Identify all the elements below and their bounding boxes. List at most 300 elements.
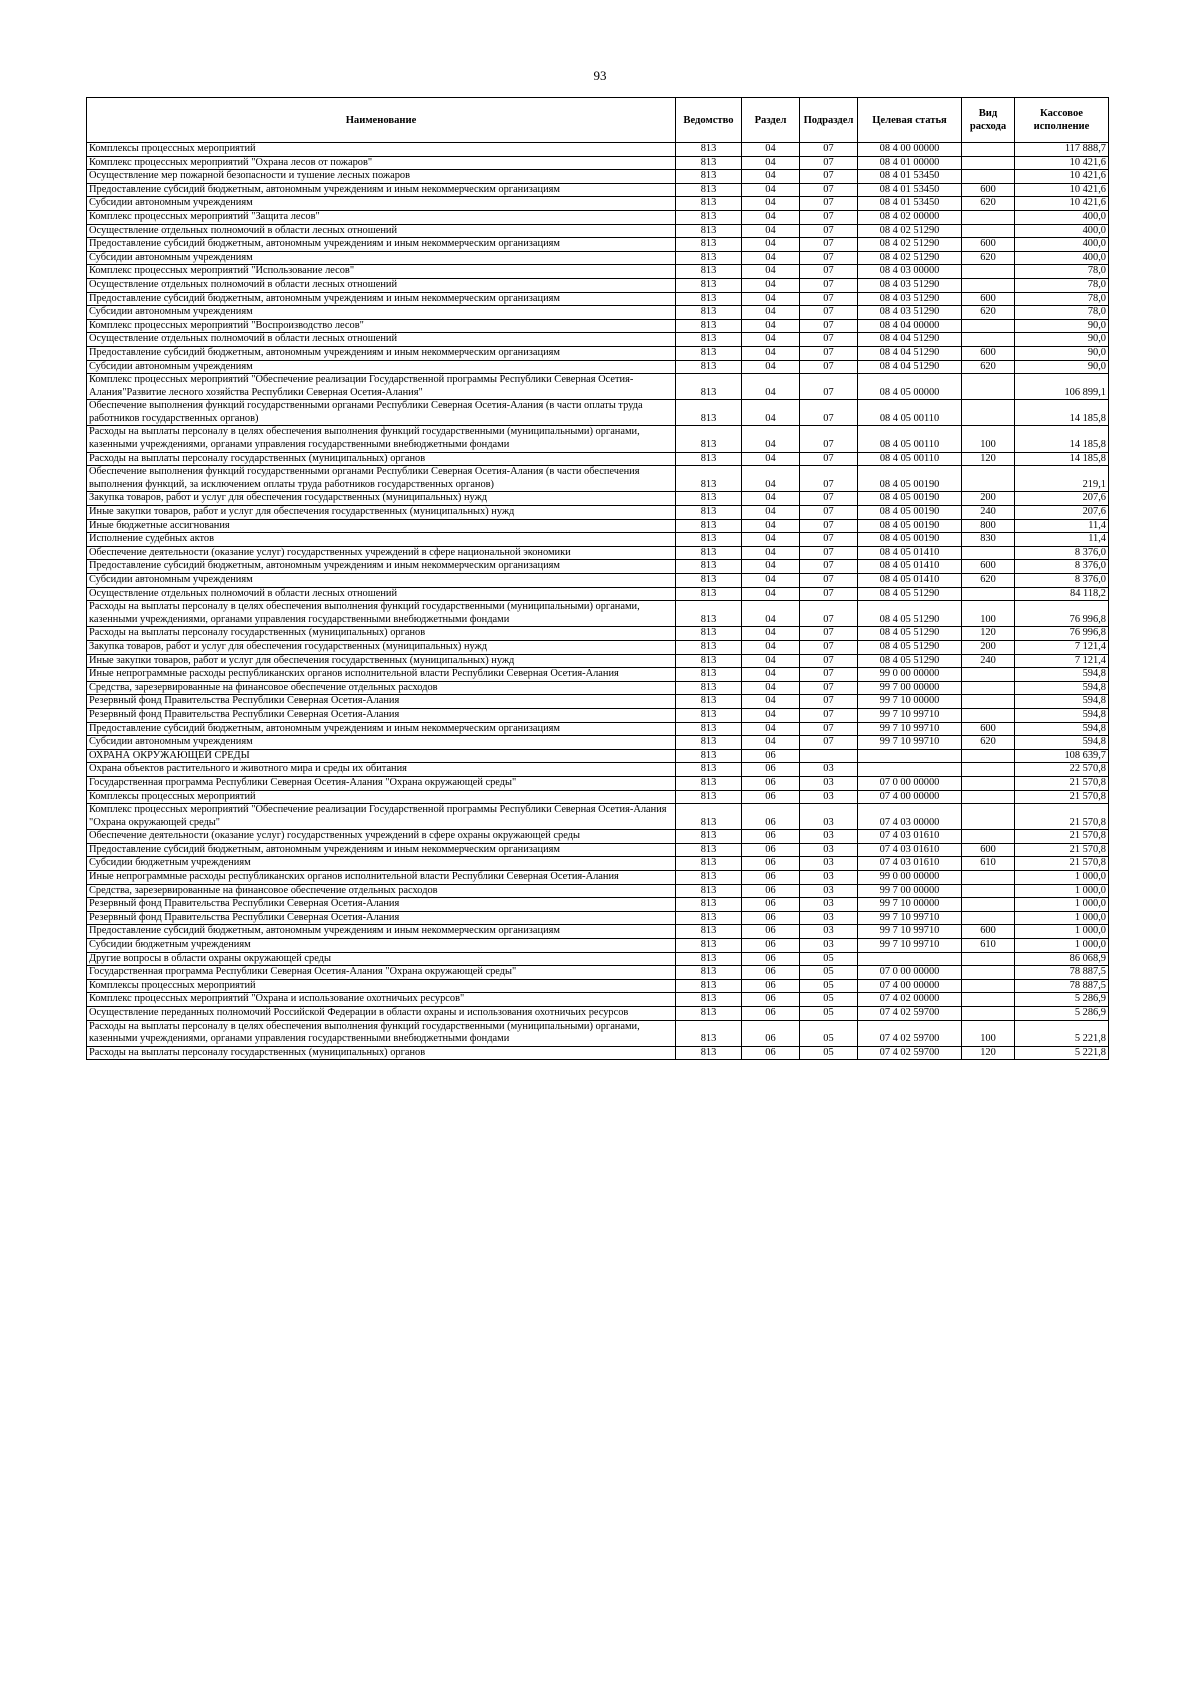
cell-razdel: 04 <box>742 170 800 184</box>
cell-statya: 08 4 02 00000 <box>858 210 962 224</box>
cell-podrazdel: 07 <box>800 736 858 750</box>
cell-vedomstvo: 813 <box>676 251 742 265</box>
cell-name: Расходы на выплаты персоналу в целях обеспечения выполнения функций государственными (муниципальными) органами, казенными учреждениями, органами управления государственными внебюджетными фондами <box>87 601 676 627</box>
table-row <box>87 292 1109 306</box>
cell-vid: 600 <box>962 346 1015 360</box>
cell-podrazdel <box>800 749 858 763</box>
cell-statya: 08 4 05 01410 <box>858 574 962 588</box>
cell-podrazdel: 07 <box>800 346 858 360</box>
table-row <box>87 790 1109 804</box>
table-row <box>87 966 1109 980</box>
table-row <box>87 763 1109 777</box>
cell-statya: 07 4 02 59700 <box>858 1046 962 1060</box>
cell-vedomstvo: 813 <box>676 843 742 857</box>
cell-vid <box>962 170 1015 184</box>
cell-vedomstvo: 813 <box>676 952 742 966</box>
cell-statya: 08 4 05 00110 <box>858 426 962 452</box>
cell-name: Субсидии бюджетным учреждениям <box>87 857 676 871</box>
cell-vid <box>962 681 1015 695</box>
cell-vid <box>962 708 1015 722</box>
cell-kassa: 10 421,6 <box>1015 183 1109 197</box>
table-row <box>87 681 1109 695</box>
cell-vid: 830 <box>962 533 1015 547</box>
cell-name: Осуществление переданных полномочий Российской Федерации в области охраны и использования охотничьих ресурсов <box>87 1007 676 1021</box>
cell-vid <box>962 776 1015 790</box>
cell-statya: 08 4 05 51290 <box>858 654 962 668</box>
cell-kassa: 400,0 <box>1015 210 1109 224</box>
cell-statya: 07 4 03 01610 <box>858 843 962 857</box>
cell-kassa: 594,8 <box>1015 722 1109 736</box>
cell-statya: 99 0 00 00000 <box>858 668 962 682</box>
cell-name: Предоставление субсидий бюджетным, автономным учреждениям и иным некоммерческим организациям <box>87 183 676 197</box>
cell-name: ОХРАНА ОКРУЖАЮЩЕЙ СРЕДЫ <box>87 749 676 763</box>
cell-podrazdel: 07 <box>800 601 858 627</box>
cell-statya: 07 0 00 00000 <box>858 776 962 790</box>
cell-razdel: 04 <box>742 466 800 492</box>
cell-vid <box>962 668 1015 682</box>
cell-name: Комплекс процессных мероприятий "Обеспечение реализации Государственной программы Республики Северная Осетия-Алания"Развитие лесного хозяйства Республики Северная Осетия-Алания" <box>87 374 676 400</box>
cell-vedomstvo: 813 <box>676 966 742 980</box>
cell-statya: 08 4 02 51290 <box>858 224 962 238</box>
cell-vid <box>962 993 1015 1007</box>
cell-vid <box>962 156 1015 170</box>
cell-razdel: 04 <box>742 400 800 426</box>
table-row <box>87 251 1109 265</box>
cell-vedomstvo: 813 <box>676 763 742 777</box>
cell-podrazdel: 07 <box>800 452 858 466</box>
cell-podrazdel: 07 <box>800 722 858 736</box>
cell-statya: 08 4 04 00000 <box>858 319 962 333</box>
cell-vedomstvo: 813 <box>676 884 742 898</box>
cell-razdel: 06 <box>742 790 800 804</box>
cell-vedomstvo: 813 <box>676 857 742 871</box>
table-row <box>87 306 1109 320</box>
cell-vedomstvo: 813 <box>676 197 742 211</box>
cell-podrazdel: 03 <box>800 843 858 857</box>
cell-vedomstvo: 813 <box>676 333 742 347</box>
cell-statya: 99 7 00 00000 <box>858 884 962 898</box>
cell-kassa: 14 185,8 <box>1015 426 1109 452</box>
cell-vedomstvo: 813 <box>676 143 742 157</box>
cell-kassa: 400,0 <box>1015 251 1109 265</box>
cell-kassa: 78,0 <box>1015 292 1109 306</box>
cell-podrazdel: 07 <box>800 278 858 292</box>
cell-razdel: 06 <box>742 1020 800 1046</box>
table-row <box>87 506 1109 520</box>
cell-vid <box>962 790 1015 804</box>
cell-razdel: 06 <box>742 776 800 790</box>
cell-name: Обеспечение деятельности (оказание услуг) государственных учреждений в сфере охраны окружающей среды <box>87 830 676 844</box>
table-row <box>87 884 1109 898</box>
cell-statya: 07 4 03 00000 <box>858 804 962 830</box>
cell-vid <box>962 143 1015 157</box>
cell-razdel: 04 <box>742 319 800 333</box>
table-row <box>87 210 1109 224</box>
cell-podrazdel: 07 <box>800 466 858 492</box>
cell-vid <box>962 333 1015 347</box>
cell-statya: 08 4 01 00000 <box>858 156 962 170</box>
cell-vedomstvo: 813 <box>676 560 742 574</box>
cell-podrazdel: 07 <box>800 292 858 306</box>
cell-razdel: 06 <box>742 925 800 939</box>
cell-razdel: 04 <box>742 292 800 306</box>
cell-kassa: 219,1 <box>1015 466 1109 492</box>
cell-vedomstvo: 813 <box>676 400 742 426</box>
cell-vedomstvo: 813 <box>676 492 742 506</box>
cell-podrazdel: 05 <box>800 993 858 1007</box>
cell-statya: 08 4 02 51290 <box>858 251 962 265</box>
cell-kassa: 594,8 <box>1015 708 1109 722</box>
cell-statya: 08 4 05 00190 <box>858 466 962 492</box>
cell-kassa: 21 570,8 <box>1015 857 1109 871</box>
cell-vid <box>962 210 1015 224</box>
cell-razdel: 04 <box>742 224 800 238</box>
cell-razdel: 04 <box>742 374 800 400</box>
cell-statya: 99 7 10 99710 <box>858 925 962 939</box>
cell-kassa: 594,8 <box>1015 736 1109 750</box>
cell-kassa: 78,0 <box>1015 278 1109 292</box>
cell-podrazdel: 03 <box>800 830 858 844</box>
cell-kassa: 106 899,1 <box>1015 374 1109 400</box>
cell-podrazdel: 07 <box>800 143 858 157</box>
cell-name: Комплекс процессных мероприятий "Использование лесов" <box>87 265 676 279</box>
cell-vedomstvo: 813 <box>676 695 742 709</box>
cell-vid <box>962 546 1015 560</box>
cell-name: Расходы на выплаты персоналу государственных (муниципальных) органов <box>87 1046 676 1060</box>
cell-podrazdel: 05 <box>800 1046 858 1060</box>
cell-name: Комплексы процессных мероприятий <box>87 979 676 993</box>
cell-kassa: 21 570,8 <box>1015 830 1109 844</box>
cell-name: Субсидии автономным учреждениям <box>87 360 676 374</box>
cell-podrazdel: 07 <box>800 587 858 601</box>
cell-vid: 200 <box>962 640 1015 654</box>
cell-vedomstvo: 813 <box>676 265 742 279</box>
cell-vedomstvo: 813 <box>676 898 742 912</box>
table-row <box>87 574 1109 588</box>
cell-razdel: 04 <box>742 278 800 292</box>
cell-vedomstvo: 813 <box>676 306 742 320</box>
table-row <box>87 939 1109 953</box>
cell-kassa: 78,0 <box>1015 265 1109 279</box>
table-row <box>87 400 1109 426</box>
cell-razdel: 04 <box>742 708 800 722</box>
cell-podrazdel: 03 <box>800 911 858 925</box>
cell-vid: 620 <box>962 574 1015 588</box>
cell-vedomstvo: 813 <box>676 210 742 224</box>
cell-name: Расходы на выплаты персоналу государственных (муниципальных) органов <box>87 452 676 466</box>
cell-vid: 610 <box>962 939 1015 953</box>
cell-kassa: 78,0 <box>1015 306 1109 320</box>
cell-kassa: 594,8 <box>1015 668 1109 682</box>
cell-statya: 08 4 04 51290 <box>858 346 962 360</box>
cell-vedomstvo: 813 <box>676 278 742 292</box>
table-row <box>87 925 1109 939</box>
cell-statya: 08 4 05 00110 <box>858 452 962 466</box>
cell-razdel: 04 <box>742 360 800 374</box>
cell-podrazdel: 07 <box>800 197 858 211</box>
cell-vid: 620 <box>962 197 1015 211</box>
cell-vid <box>962 374 1015 400</box>
cell-kassa: 22 570,8 <box>1015 763 1109 777</box>
cell-vid <box>962 830 1015 844</box>
cell-razdel: 04 <box>742 265 800 279</box>
cell-kassa: 594,8 <box>1015 695 1109 709</box>
cell-razdel: 04 <box>742 601 800 627</box>
cell-kassa: 90,0 <box>1015 319 1109 333</box>
table-row <box>87 492 1109 506</box>
cell-razdel: 06 <box>742 804 800 830</box>
table-row <box>87 736 1109 750</box>
cell-podrazdel: 03 <box>800 925 858 939</box>
cell-name: Охрана объектов растительного и животного мира и среды их обитания <box>87 763 676 777</box>
cell-vedomstvo: 813 <box>676 871 742 885</box>
cell-kassa: 21 570,8 <box>1015 843 1109 857</box>
cell-podrazdel: 07 <box>800 170 858 184</box>
table-row <box>87 374 1109 400</box>
cell-vid <box>962 278 1015 292</box>
cell-podrazdel: 03 <box>800 871 858 885</box>
cell-kassa: 1 000,0 <box>1015 884 1109 898</box>
cell-podrazdel: 03 <box>800 898 858 912</box>
cell-name: Субсидии автономным учреждениям <box>87 306 676 320</box>
header-vedomstvo: Ведомство <box>676 98 742 143</box>
table-row <box>87 265 1109 279</box>
cell-podrazdel: 07 <box>800 506 858 520</box>
cell-name: Закупка товаров, работ и услуг для обеспечения государственных (муниципальных) нужд <box>87 492 676 506</box>
cell-razdel: 04 <box>742 695 800 709</box>
header-statya: Целевая статья <box>858 98 962 143</box>
table-row <box>87 804 1109 830</box>
cell-vid <box>962 898 1015 912</box>
cell-vedomstvo: 813 <box>676 1007 742 1021</box>
cell-podrazdel: 07 <box>800 681 858 695</box>
cell-statya: 08 4 05 00110 <box>858 400 962 426</box>
cell-statya: 08 4 01 53450 <box>858 183 962 197</box>
cell-razdel: 06 <box>742 952 800 966</box>
cell-kassa: 14 185,8 <box>1015 400 1109 426</box>
cell-podrazdel: 05 <box>800 966 858 980</box>
cell-razdel: 04 <box>742 333 800 347</box>
cell-vid: 800 <box>962 519 1015 533</box>
table-row <box>87 224 1109 238</box>
cell-razdel: 04 <box>742 506 800 520</box>
table-row <box>87 170 1109 184</box>
cell-vid <box>962 319 1015 333</box>
cell-name: Субсидии автономным учреждениям <box>87 736 676 750</box>
cell-name: Комплексы процессных мероприятий <box>87 790 676 804</box>
table-row <box>87 898 1109 912</box>
cell-kassa: 207,6 <box>1015 492 1109 506</box>
table-row <box>87 708 1109 722</box>
cell-statya: 99 7 10 99710 <box>858 911 962 925</box>
cell-name: Резервный фонд Правительства Республики Северная Осетия-Алания <box>87 898 676 912</box>
cell-kassa: 76 996,8 <box>1015 627 1109 641</box>
cell-name: Резервный фонд Правительства Республики Северная Осетия-Алания <box>87 695 676 709</box>
cell-vid: 120 <box>962 627 1015 641</box>
cell-podrazdel: 05 <box>800 1007 858 1021</box>
cell-podrazdel: 07 <box>800 640 858 654</box>
header-name: Наименование <box>87 98 676 143</box>
cell-razdel: 04 <box>742 736 800 750</box>
cell-statya: 07 4 02 59700 <box>858 1007 962 1021</box>
cell-vedomstvo: 813 <box>676 426 742 452</box>
cell-vid <box>962 1007 1015 1021</box>
cell-razdel: 06 <box>742 843 800 857</box>
cell-vedomstvo: 813 <box>676 681 742 695</box>
cell-kassa: 7 121,4 <box>1015 654 1109 668</box>
cell-vid <box>962 749 1015 763</box>
cell-name: Государственная программа Республики Северная Осетия-Алания "Охрана окружающей среды" <box>87 776 676 790</box>
cell-name: Иные непрограммные расходы республиканских органов исполнительной власти Республики Северная Осетия-Алания <box>87 871 676 885</box>
cell-name: Предоставление субсидий бюджетным, автономным учреждениям и иным некоммерческим организациям <box>87 346 676 360</box>
cell-statya: 08 4 03 51290 <box>858 306 962 320</box>
cell-podrazdel: 07 <box>800 546 858 560</box>
cell-podrazdel: 07 <box>800 668 858 682</box>
table-row <box>87 346 1109 360</box>
cell-vedomstvo: 813 <box>676 156 742 170</box>
cell-name: Комплекс процессных мероприятий "Воспроизводство лесов" <box>87 319 676 333</box>
table-row <box>87 1020 1109 1046</box>
table-row <box>87 156 1109 170</box>
cell-vid: 100 <box>962 426 1015 452</box>
table-row <box>87 333 1109 347</box>
cell-podrazdel: 07 <box>800 519 858 533</box>
table-row <box>87 979 1109 993</box>
cell-razdel: 04 <box>742 574 800 588</box>
header-podrazdel: Подраздел <box>800 98 858 143</box>
cell-kassa: 21 570,8 <box>1015 776 1109 790</box>
cell-vid <box>962 884 1015 898</box>
cell-kassa: 1 000,0 <box>1015 898 1109 912</box>
cell-statya: 07 4 03 01610 <box>858 830 962 844</box>
cell-razdel: 06 <box>742 1007 800 1021</box>
cell-vid: 620 <box>962 360 1015 374</box>
cell-vid <box>962 804 1015 830</box>
cell-vid: 600 <box>962 843 1015 857</box>
cell-razdel: 04 <box>742 197 800 211</box>
cell-podrazdel: 07 <box>800 319 858 333</box>
cell-vid: 600 <box>962 722 1015 736</box>
header-razdel: Раздел <box>742 98 800 143</box>
cell-vid: 200 <box>962 492 1015 506</box>
cell-statya: 08 4 05 00190 <box>858 492 962 506</box>
cell-kassa: 11,4 <box>1015 533 1109 547</box>
cell-razdel: 04 <box>742 533 800 547</box>
cell-podrazdel: 07 <box>800 251 858 265</box>
cell-vedomstvo: 813 <box>676 911 742 925</box>
cell-kassa: 1 000,0 <box>1015 911 1109 925</box>
table-row <box>87 183 1109 197</box>
cell-name: Резервный фонд Правительства Республики Северная Осетия-Алания <box>87 708 676 722</box>
cell-podrazdel: 07 <box>800 533 858 547</box>
cell-name: Иные закупки товаров, работ и услуг для обеспечения государственных (муниципальных) нужд <box>87 506 676 520</box>
cell-statya: 08 4 03 51290 <box>858 278 962 292</box>
cell-razdel: 04 <box>742 654 800 668</box>
cell-statya: 99 7 10 99710 <box>858 736 962 750</box>
cell-razdel: 04 <box>742 426 800 452</box>
cell-vedomstvo: 813 <box>676 790 742 804</box>
cell-kassa: 8 376,0 <box>1015 574 1109 588</box>
cell-razdel: 06 <box>742 749 800 763</box>
cell-name: Предоставление субсидий бюджетным, автономным учреждениям и иным некоммерческим организациям <box>87 722 676 736</box>
cell-razdel: 04 <box>742 452 800 466</box>
budget-table <box>86 97 1109 1060</box>
cell-vid <box>962 952 1015 966</box>
cell-kassa: 86 068,9 <box>1015 952 1109 966</box>
cell-kassa: 90,0 <box>1015 333 1109 347</box>
table-row <box>87 830 1109 844</box>
cell-podrazdel: 07 <box>800 400 858 426</box>
cell-podrazdel: 03 <box>800 884 858 898</box>
table-row <box>87 857 1109 871</box>
cell-razdel: 06 <box>742 871 800 885</box>
cell-kassa: 5 286,9 <box>1015 1007 1109 1021</box>
cell-vedomstvo: 813 <box>676 925 742 939</box>
table-row <box>87 952 1109 966</box>
cell-name: Расходы на выплаты персоналу в целях обеспечения выполнения функций государственными (муниципальными) органами, казенными учреждениями, органами управления государственными внебюджетными фондами <box>87 1020 676 1046</box>
cell-podrazdel: 07 <box>800 708 858 722</box>
cell-razdel: 04 <box>742 722 800 736</box>
cell-vedomstvo: 813 <box>676 1046 742 1060</box>
cell-vid <box>962 695 1015 709</box>
cell-statya: 99 7 10 99710 <box>858 939 962 953</box>
cell-vid <box>962 265 1015 279</box>
cell-kassa: 207,6 <box>1015 506 1109 520</box>
cell-razdel: 06 <box>742 993 800 1007</box>
table-row <box>87 143 1109 157</box>
cell-statya: 08 4 05 51290 <box>858 587 962 601</box>
cell-vid: 240 <box>962 654 1015 668</box>
cell-kassa: 400,0 <box>1015 238 1109 252</box>
cell-vedomstvo: 813 <box>676 466 742 492</box>
cell-vedomstvo: 813 <box>676 804 742 830</box>
cell-vedomstvo: 813 <box>676 668 742 682</box>
cell-statya: 08 4 01 53450 <box>858 170 962 184</box>
cell-statya: 08 4 05 51290 <box>858 627 962 641</box>
cell-kassa: 400,0 <box>1015 224 1109 238</box>
table-row <box>87 668 1109 682</box>
cell-podrazdel: 07 <box>800 333 858 347</box>
cell-vedomstvo: 813 <box>676 749 742 763</box>
cell-razdel: 04 <box>742 156 800 170</box>
cell-razdel: 04 <box>742 519 800 533</box>
cell-vedomstvo: 813 <box>676 506 742 520</box>
cell-name: Предоставление субсидий бюджетным, автономным учреждениям и иным некоммерческим организациям <box>87 560 676 574</box>
cell-vid <box>962 224 1015 238</box>
cell-vedomstvo: 813 <box>676 360 742 374</box>
cell-name: Субсидии бюджетным учреждениям <box>87 939 676 953</box>
header-kassa: Кассовое исполнение <box>1015 98 1109 143</box>
table-row <box>87 871 1109 885</box>
cell-vedomstvo: 813 <box>676 627 742 641</box>
cell-kassa: 7 121,4 <box>1015 640 1109 654</box>
cell-podrazdel: 07 <box>800 265 858 279</box>
cell-name: Комплекс процессных мероприятий "Охрана и использование охотничьих ресурсов" <box>87 993 676 1007</box>
cell-podrazdel: 07 <box>800 224 858 238</box>
cell-razdel: 06 <box>742 979 800 993</box>
cell-statya: 08 4 05 00000 <box>858 374 962 400</box>
cell-podrazdel: 07 <box>800 374 858 400</box>
cell-kassa: 21 570,8 <box>1015 804 1109 830</box>
cell-vedomstvo: 813 <box>676 830 742 844</box>
cell-podrazdel: 03 <box>800 790 858 804</box>
cell-statya: 08 4 03 00000 <box>858 265 962 279</box>
table-row <box>87 749 1109 763</box>
cell-statya: 99 7 10 99710 <box>858 722 962 736</box>
cell-podrazdel: 07 <box>800 426 858 452</box>
table-row <box>87 601 1109 627</box>
cell-razdel: 04 <box>742 627 800 641</box>
